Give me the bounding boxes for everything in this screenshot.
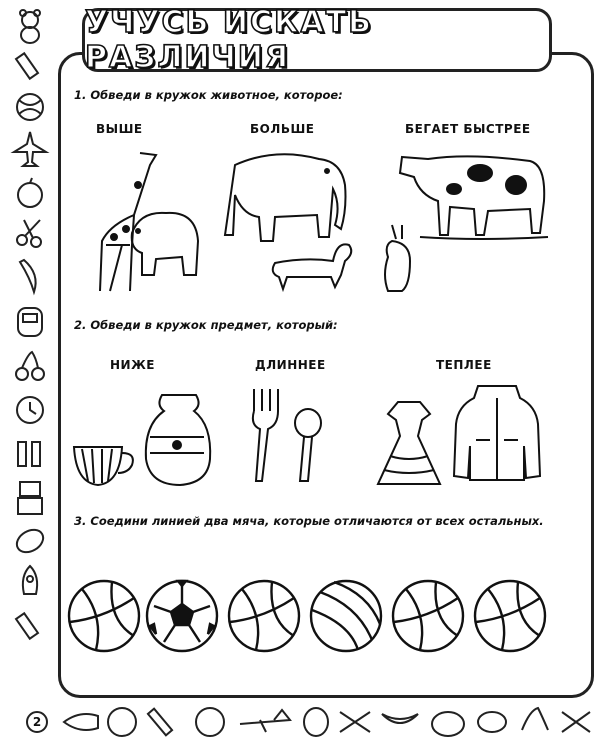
label-runs-faster: БЕГАЕТ БЫСТРЕЕ <box>405 122 531 136</box>
crayon-icon <box>10 610 50 644</box>
cherries-icon <box>522 708 548 730</box>
elephant-drawing <box>225 154 346 241</box>
dachshund-drawing <box>273 244 352 289</box>
title-banner <box>82 5 552 75</box>
scissors-icon <box>562 712 590 732</box>
side-icon-column <box>10 8 54 650</box>
cherries-icon <box>10 348 50 384</box>
banana-icon <box>10 256 50 296</box>
robot-icon <box>10 478 50 518</box>
scissors-icon <box>340 712 370 732</box>
cow-and-rabbit-picture <box>380 145 560 295</box>
volleyball-icon <box>229 581 299 651</box>
apple-icon <box>304 708 328 736</box>
page-title: УЧУСЬ ИСКАТЬ РАЗЛИЧИЯ <box>85 5 374 75</box>
airplane-icon <box>10 130 50 170</box>
soccer-ball-icon <box>147 581 217 651</box>
rabbit-drawing <box>385 225 410 291</box>
label-bigger: БОЛЬШЕ <box>250 122 315 136</box>
cup-and-jug-picture <box>70 385 220 495</box>
giraffe-drawing <box>100 153 156 291</box>
beach-ball-icon <box>311 581 381 651</box>
car-icon <box>10 302 50 342</box>
ball-icon <box>10 90 50 124</box>
crayon-icon <box>10 50 50 84</box>
volleyball-icon <box>475 581 545 651</box>
alarm-clock-icon <box>108 708 136 736</box>
airplane-icon <box>240 710 290 732</box>
apple-icon <box>10 176 50 210</box>
label-longer: ДЛИННЕЕ <box>255 358 326 372</box>
dress-drawing <box>378 402 440 484</box>
jug-drawing <box>146 395 210 485</box>
cow-drawing <box>400 156 548 239</box>
task-1-instruction: 1. Обведи в кружок животное, которое: <box>74 88 343 102</box>
alarm-clock-icon <box>10 390 50 428</box>
lemon-icon <box>10 524 50 558</box>
spoon-drawing <box>295 409 321 481</box>
label-taller: ВЫШЕ <box>96 122 143 136</box>
giraffe-and-bear-picture <box>70 145 210 295</box>
fork-and-spoon-picture <box>240 385 350 495</box>
jacket-drawing <box>454 386 540 480</box>
rocket-icon <box>64 714 98 730</box>
fork-drawing <box>253 389 278 481</box>
banana-icon <box>382 714 418 723</box>
crayon-icon <box>148 709 172 736</box>
volleyball-icon <box>393 581 463 651</box>
balls-row <box>66 578 586 658</box>
frog-icon <box>432 712 464 736</box>
crayons-icon <box>10 434 50 472</box>
teddy-bear-icon <box>10 8 50 44</box>
task-2-instruction: 2. Обведи в кружок предмет, который: <box>74 318 338 332</box>
label-warmer: ТЕПЛЕЕ <box>436 358 492 372</box>
dress-and-jacket-picture <box>370 380 550 490</box>
ball-icon <box>196 708 224 736</box>
cup-drawing <box>74 447 133 485</box>
task-3-instruction: 3. Соедини линией два мяча, которые отличаются от всех остальных. <box>74 514 544 528</box>
rocket-icon <box>10 564 50 604</box>
label-lower: НИЖЕ <box>110 358 155 372</box>
lemon-icon <box>478 712 506 732</box>
volleyball-icon <box>69 581 139 651</box>
scissors-icon <box>10 216 50 250</box>
page-number: 2 <box>26 711 48 733</box>
bottom-icon-row <box>60 702 596 742</box>
polar-bear-drawing <box>132 213 198 275</box>
elephant-and-dachshund-picture <box>215 145 360 295</box>
